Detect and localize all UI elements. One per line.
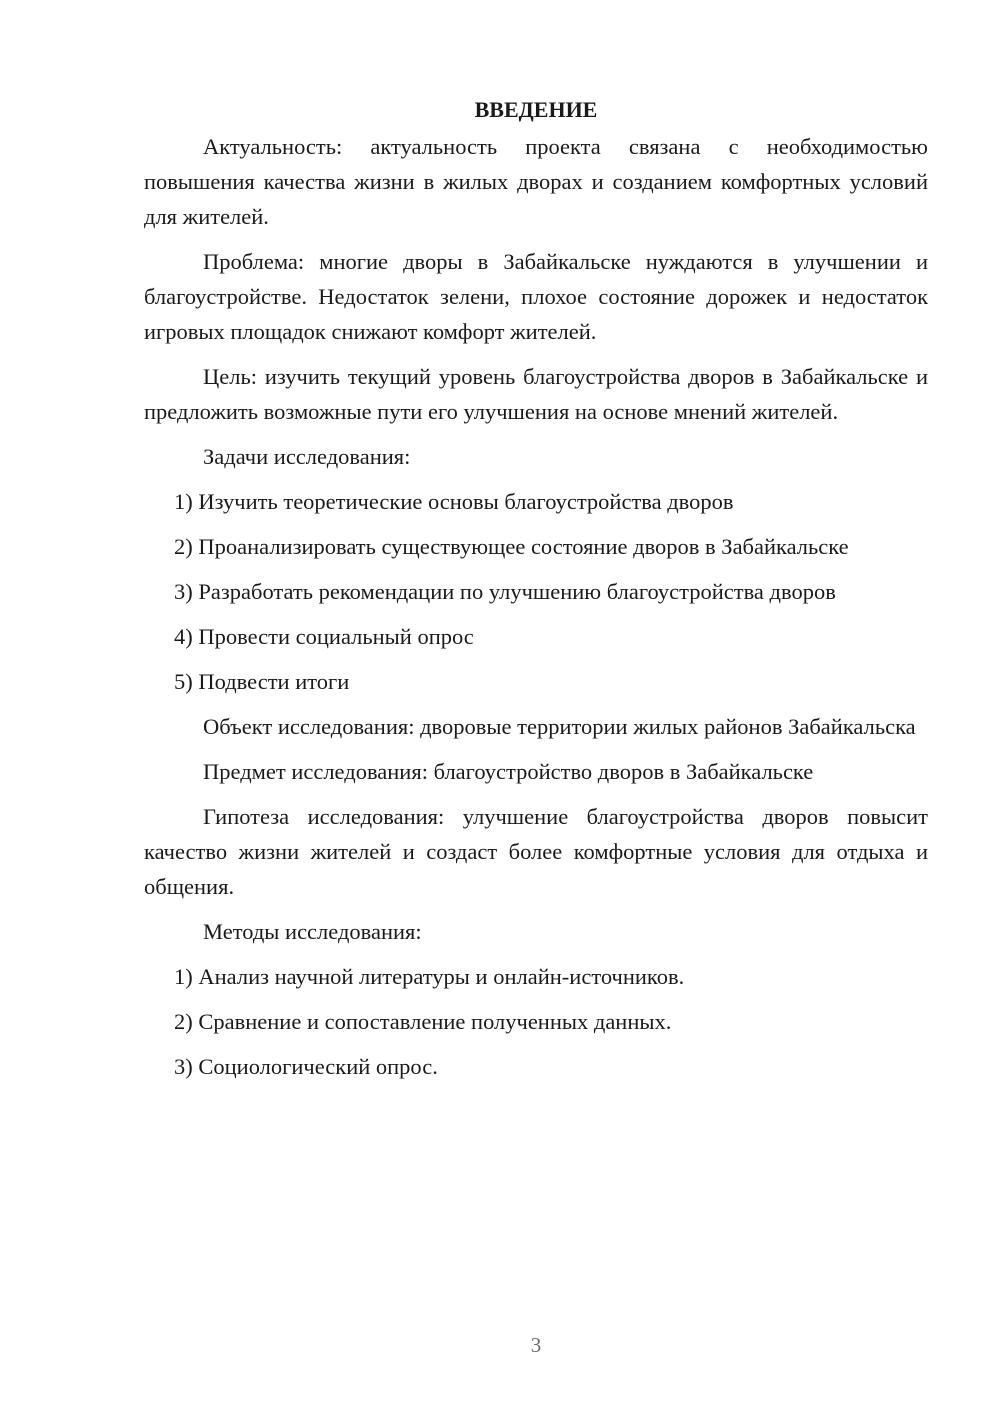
method-item: 3) Социологический опрос. [174,1054,438,1079]
methods-heading: Методы исследования: [203,919,422,944]
task-item: 5) Подвести итоги [174,669,350,694]
task-item: 2) Проанализировать существующее состояние дворов в Забайкальске [174,534,849,559]
object-paragraph: Объект исследования: дворовые территории жилых районов Забайкальска [203,714,916,739]
tasks-heading: Задачи исследования: [203,444,411,469]
goal-paragraph: Цель: изучить текущий уровень благоустройства дворов в Забайкальске и предложить возможные пути его улучшения на основе мнений жителей. [144,364,928,424]
subject-paragraph: Предмет исследования: благоустройство дворов в Забайкальске [203,759,814,784]
section-title: ВВЕДЕНИЕ [474,97,598,122]
task-item: 4) Провести социальный опрос [174,624,474,649]
relevance-paragraph: Актуальность: актуальность проекта связана с необходимостью повышения качества жизни в жилых дворах и созданием комфортных условий для жителей. [144,134,928,229]
method-item: 2) Сравнение и сопоставление полученных данных. [174,1009,672,1034]
method-item: 1) Анализ научной литературы и онлайн-источников. [174,964,685,989]
problem-paragraph: Проблема: многие дворы в Забайкальске нуждаются в улучшении и благоустройстве. Недостаток зелени, плохое состояние дорожек и недостаток игровых площадок снижают комфорт жителей. [144,249,928,344]
task-item: 3) Разработать рекомендации по улучшению благоустройства дворов [174,579,836,604]
page-number: 3 [530,1333,542,1357]
hypothesis-paragraph: Гипотеза исследования: улучшение благоустройства дворов повысит качество жизни жителей и создаст более комфортные условия для отдыха и общения. [144,804,928,899]
page-content [144,92,928,1094]
task-item: 1) Изучить теоретические основы благоустройства дворов [174,489,734,514]
